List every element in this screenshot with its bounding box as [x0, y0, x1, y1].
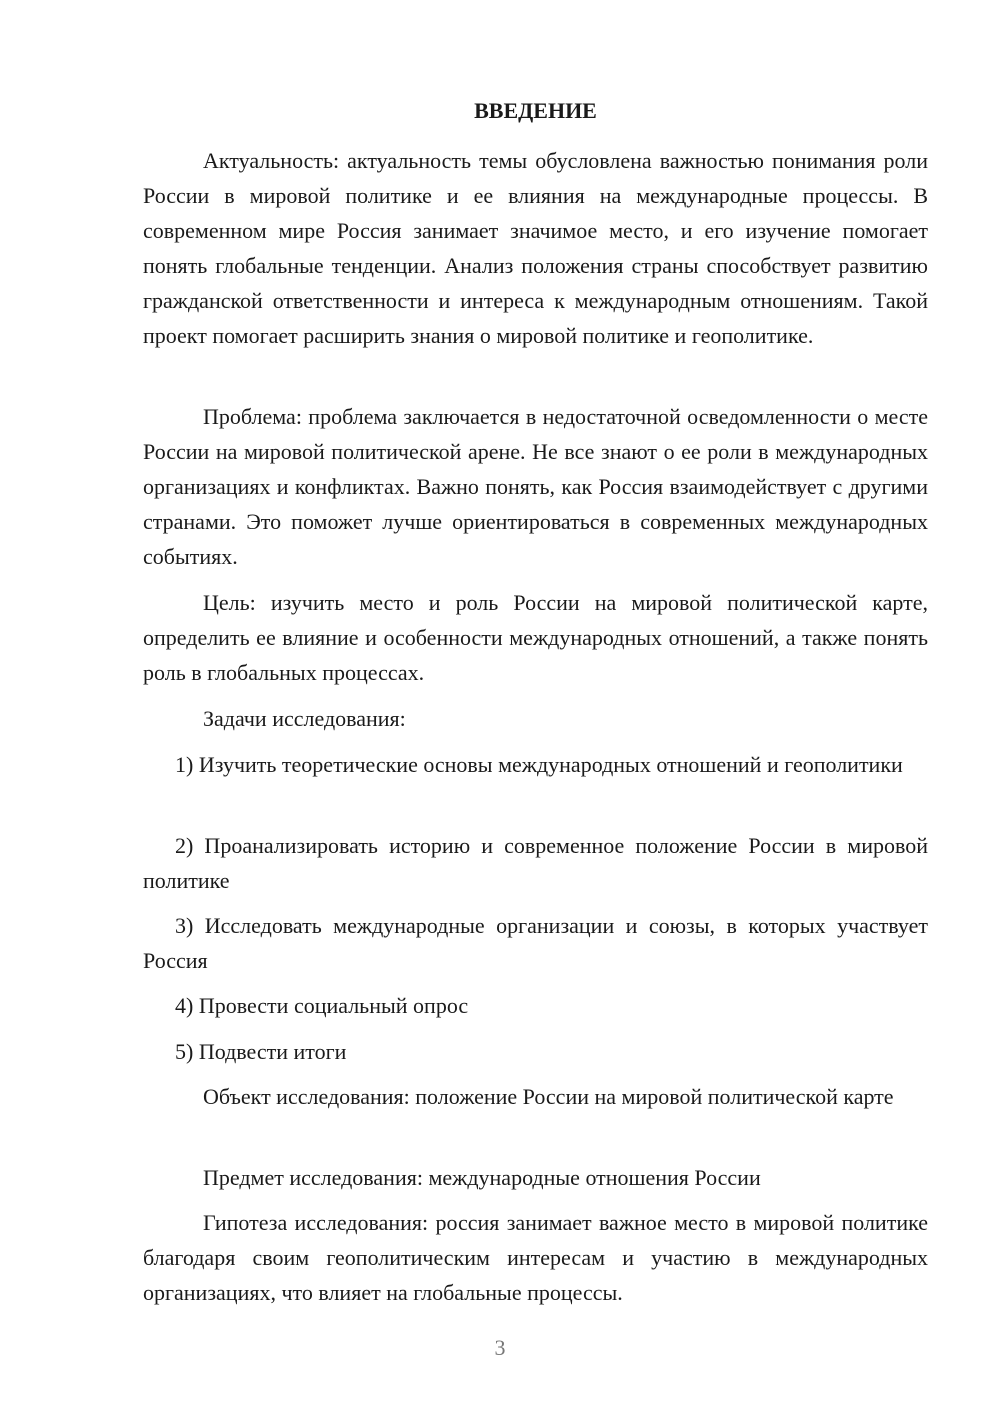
page-number: 3: [494, 1335, 506, 1360]
task-item-5: 5) Подвести итоги: [175, 1039, 347, 1064]
task-item-4: 4) Провести социальный опрос: [175, 993, 469, 1018]
task-item-3: 3) Исследовать международные организации и союзы, в которых участвует Россия: [143, 913, 928, 973]
paragraph-relevance: Актуальность: актуальность темы обусловлена важностью понимания роли России в мировой политике и ее влияния на международные процессы. В современном мире Россия занимает значимое место, и его изучение помогает понять глобальные тенденции. Анализ положения страны способствует развитию гражданской ответственности и интереса к международным отношениям. Такой проект помогает расширить знания о мировой политике и геополитике.: [143, 148, 928, 348]
section-title: ВВЕДЕНИЕ: [474, 98, 597, 123]
tasks-heading: Задачи исследования:: [203, 706, 406, 731]
paragraph-subject: Предмет исследования: международные отношения России: [203, 1165, 761, 1190]
paragraph-object: Объект исследования: положение России на мировой политической карте: [203, 1084, 894, 1109]
task-item-2: 2) Проанализировать историю и современное положение России в мировой политике: [143, 833, 928, 893]
paragraph-goal: Цель: изучить место и роль России на мировой политической карте, определить ее влияние и особенности международных отношений, а также понять роль в глобальных процессах.: [143, 590, 928, 685]
paragraph-problem: Проблема: проблема заключается в недостаточной осведомленности о месте России на мировой политической арене. Не все знают о ее роли в международных организациях и конфликтах. Важно понять, как Россия взаимодействует с другими странами. Это поможет лучше ориентироваться в современных международных событиях.: [143, 404, 928, 569]
paragraph-hypothesis: Гипотеза исследования: россия занимает важное место в мировой политике благодаря своим геополитическим интересам и участию в международных организациях, что влияет на глобальные процессы.: [143, 1210, 928, 1305]
task-item-1: 1) Изучить теоретические основы международных отношений и геополитики: [175, 752, 903, 777]
